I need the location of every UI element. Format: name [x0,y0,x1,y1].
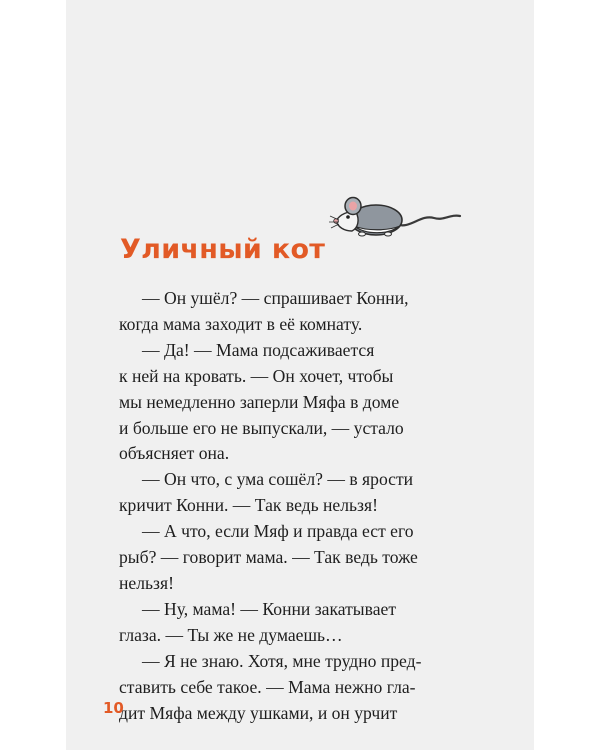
text-line: — Ну, мама! — Конни закатывает [142,598,397,619]
chapter-title: Уличный кот [120,234,326,265]
text-line: дит Мяфа между ушками, и он урчит [119,702,398,723]
page-number: 10 [103,699,124,717]
text-line: ставить себе такое. — Мама нежно гла- [119,676,416,697]
text-line: — Да! — Мама подсаживается [142,339,375,360]
text-line: — Я не знаю. Хотя, мне трудно пред- [142,650,422,671]
text-line: мы немедленно заперли Мяфа в доме [119,391,400,412]
text-line: к ней на кровать. — Он хочет, чтобы [119,365,394,386]
text-line: рыб? — говорит мама. — Так ведь тоже [119,547,418,568]
text-line: когда мама заходит в её комнату. [119,313,363,334]
text-line: кричит Конни. — Так ведь нельзя! [119,495,378,516]
text-line: глаза. — Ты же не думаешь… [119,624,343,645]
text-line: — Он что, с ума сошёл? — в ярости [142,469,414,490]
text-line: — А что, если Мяф и правда ест его [142,521,414,542]
text-line: — Он ушёл? — спрашивает Конни, [142,288,409,308]
text-line: объясняет она. [119,443,230,464]
text-line: нельзя! [119,572,174,593]
body-text [119,286,479,726]
mouse-icon [326,190,464,242]
text-line: и больше его не выпускали, — устало [119,417,404,438]
